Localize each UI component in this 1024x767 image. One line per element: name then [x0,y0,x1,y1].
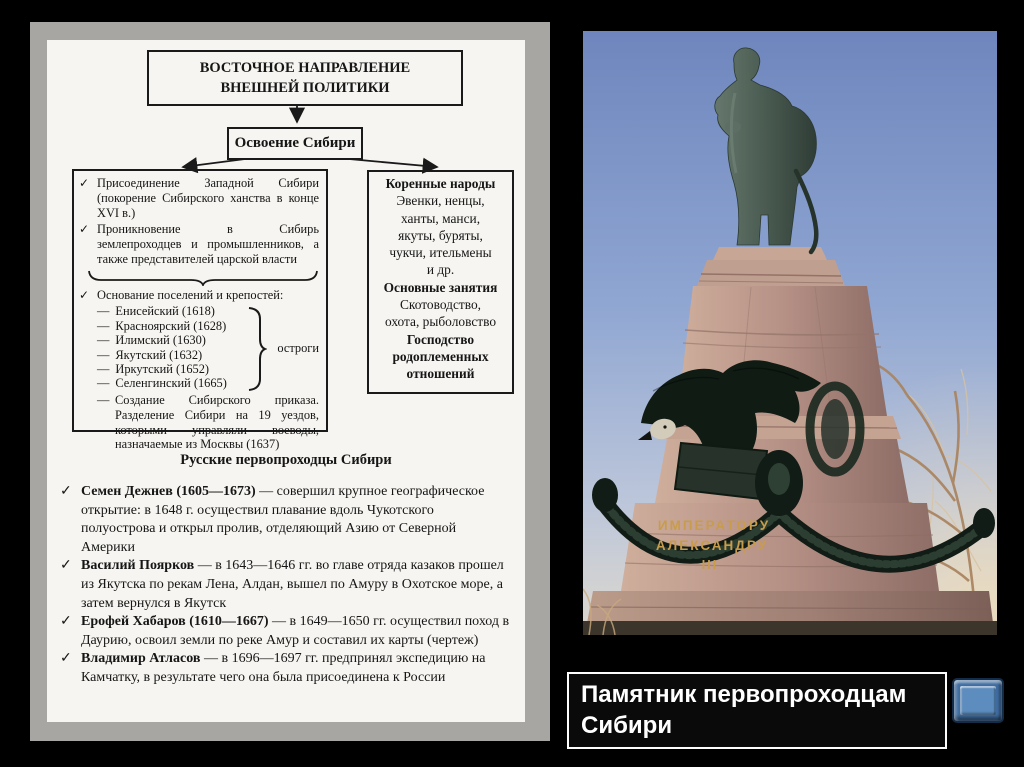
under-brace [87,269,319,286]
check-icon: ✓ [60,558,72,574]
occupations-header: Основные занятия [383,279,498,295]
flowchart-title-box [147,50,463,106]
flowchart-right-box [367,170,514,394]
prikaz-text: Создание Сибирского приказа. Разделение Сибири на 19 уездов, которыми управляли воеводы, назначаемые из Москвы (1637) [115,393,319,452]
occupations-line: Скотоводство, [399,297,482,313]
fort-item: — Красноярский (1628) [97,318,227,333]
forts-list [97,304,247,392]
arrow-right [349,159,437,167]
forts-brace [247,306,267,392]
navigation-button-face [960,686,996,715]
arrow-left [183,159,245,167]
check-icon: ✓ [79,288,90,303]
peoples-line: чукчи, ительмены [389,245,492,261]
pioneer-item: ✓ Владимир Атласов — в 1696—1697 гг. предпринял экспедицию на Камчатку, в результате чего она была присоединена к России [60,650,510,687]
peoples-line: и др. [426,262,455,278]
prikaz-item [97,393,319,451]
dominance-line: отношений [406,366,475,382]
flowchart-left-box [72,169,328,452]
dash-icon: — [97,362,110,377]
peoples-header: Коренные народы [385,176,496,191]
check-icon: ✓ [79,176,90,190]
check-icon: ✓ [60,651,72,667]
monument-photo [583,31,997,635]
check-icon: ✓ [60,614,72,630]
pioneer-item: ✓ Семен Дежнев (1605—1673) — совершил крупное географическое открытие: в 1648 г. осуществил плавание вдоль Чукотского полуострова и открыл пролив, отделяющий Азию от Северной Америки [60,483,510,557]
fort-item: — Селенгинский (1665) [97,376,227,391]
bullet-text: Присоединение Западной Сибири (покорение Сибирского ханства в конце XVI в.) [97,176,319,221]
node-label: Освоение Сибири [234,135,356,151]
occupations-line: охота, рыболовство [384,314,497,330]
pioneers-section-title: Русские первопроходцы Сибири [180,452,392,468]
dominance-line: родоплеменных [392,348,489,364]
check-icon: ✓ [60,484,72,499]
fort-item: — Илимский (1630) [97,333,206,348]
inscription-line: ИМПЕРАТОРУ [657,518,771,533]
flowchart-node-osvoenie [227,127,363,160]
peoples-line: ханты, манси, [400,210,481,226]
navigation-button[interactable] [952,678,1004,723]
dash-icon: — [97,304,110,319]
dominance-line: Господство [406,331,475,347]
dash-icon: — [97,333,110,348]
photo-caption [567,672,947,749]
settlements-header [79,288,319,303]
pioneer-item: ✓ Василий Поярков — в 1643—1646 гг. во главе отряда казаков прошел из Якутска по рекам Лена, Алдан, вышел по Амуру в Охотское море, а затем вернулся в Якутск [60,557,510,613]
forts-brace-label: остроги [277,340,319,355]
fort-item: — Иркутский (1652) [97,362,210,377]
bullet-item [79,222,319,268]
flowchart-title: ВОСТОЧНОЕ НАПРАВЛЕНИЕ ВНЕШНЕЙ ПОЛИТИКИ [199,59,411,96]
document-page [47,40,525,722]
check-icon: ✓ [79,221,90,236]
pioneer-item: ✓ Ерофей Хабаров (1610—1667) — в 1649—1650 гг. осуществил поход в Даурию, освоил земли по реке Амур и составил их карты (чертеж) [60,613,510,650]
pioneers-list [60,483,510,688]
photo-caption-text: Памятник первопроходцам Сибири [581,681,907,740]
inscription-line: III [701,558,719,572]
bullet-text: Проникновение в Сибирь землепроходцев и промышленников, а также представителей царской власти [97,221,319,267]
fort-item: — Енисейский (1618) [97,304,215,319]
dash-icon: — [97,393,110,408]
dash-icon: — [97,376,110,391]
peoples-line: якуты, буряты, [398,227,483,243]
settlements-header-text: Основание поселений и крепостей: [97,288,284,303]
peoples-line: Эвенки, ненцы, [396,193,485,209]
forts-block [97,304,319,392]
fort-item: — Якутский (1632) [97,347,203,362]
dash-icon: — [97,318,110,333]
bullet-item [79,176,319,222]
inscription-line: АЛЕКСАНДРУ [655,538,769,553]
dash-icon: — [97,347,110,362]
